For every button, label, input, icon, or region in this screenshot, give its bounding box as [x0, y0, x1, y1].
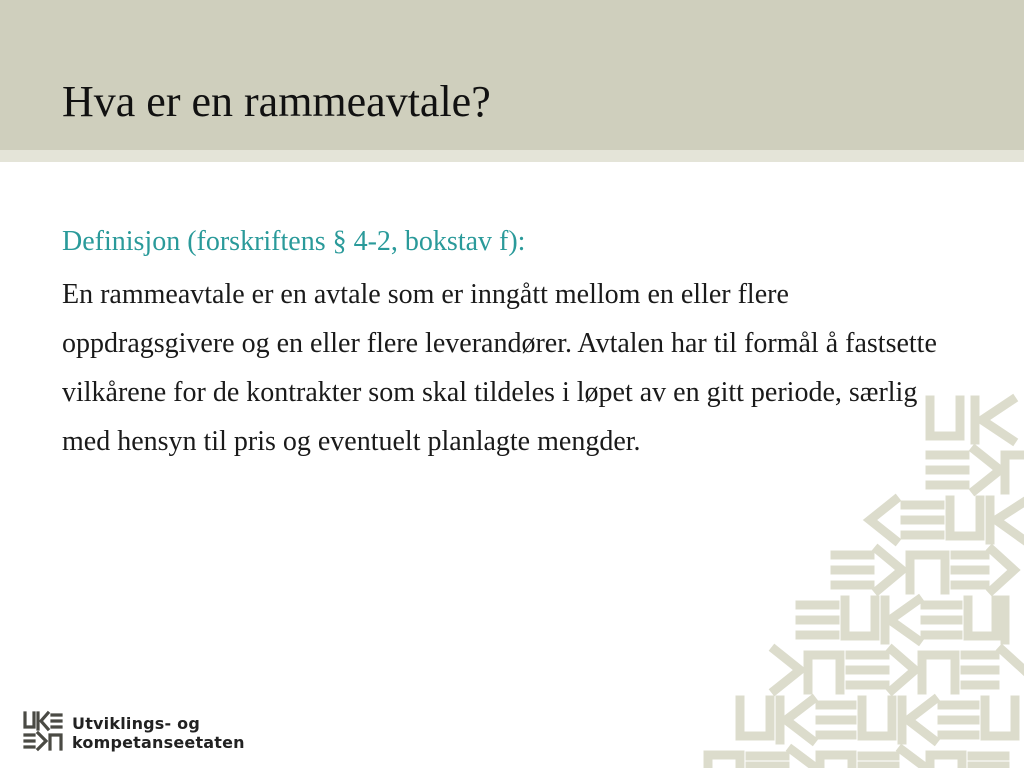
agency-name-line1: Utviklings- og: [72, 714, 200, 733]
definition-text: En rammeavtale er en avtale som er inngått mellom en eller flere oppdragsgivere og en eller flere leverandører. Avtalen har til formål å fastsette vilkårene for de kontrakter som skal tildeles i løpet av en gitt periode, særlig med hensyn til pris og eventuelt planlagte mengder.: [62, 279, 937, 457]
definition-heading: Definisjon (forskriftens § 4-2, bokstav f):: [62, 226, 526, 257]
slide-title: Hva er en rammeavtale?: [62, 77, 491, 126]
agency-name: [72, 714, 245, 752]
agency-name-line2: kompetanseetaten: [72, 733, 245, 752]
agency-logo: [22, 710, 245, 758]
uke-logo-icon: [22, 710, 64, 752]
header-stripe: [0, 150, 1024, 162]
